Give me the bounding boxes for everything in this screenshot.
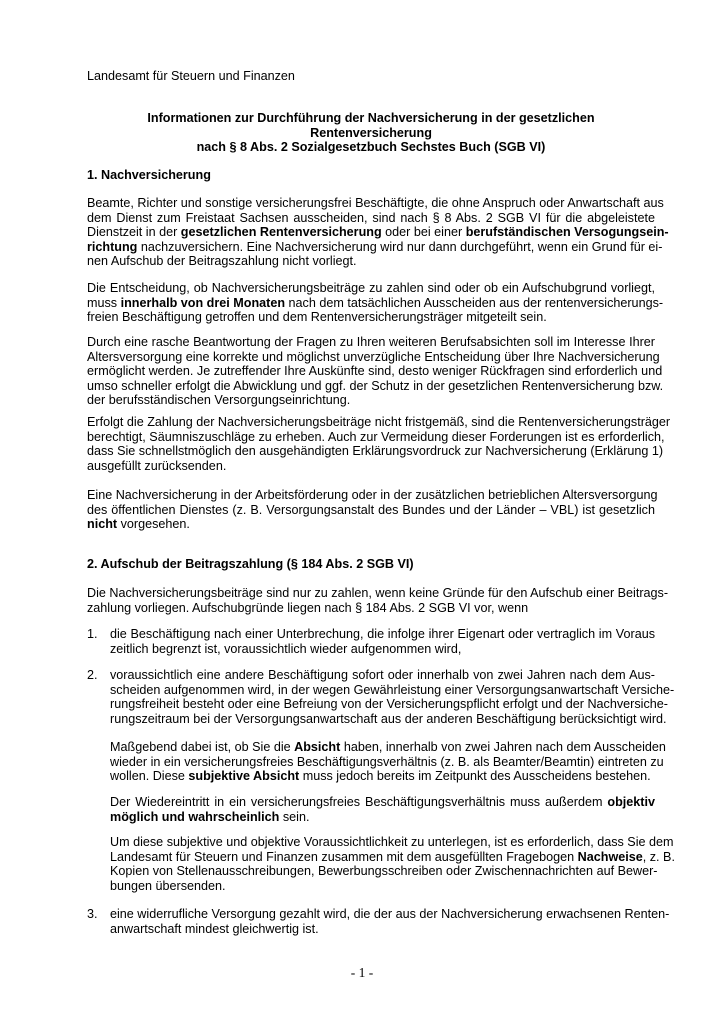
section-1-heading: 1. Nachversicherung: [87, 168, 211, 182]
emphasis: objektiv: [607, 795, 655, 809]
emphasis: nicht: [87, 517, 118, 532]
text-line: Kopien von Stellenausschreibungen, Bewerbungsschreiben oder Zwischennachrichten auf Bewer-: [110, 864, 658, 879]
text-line: Der Wiedereintritt in ein versicherungsfreies Beschäftigungsverhältnis muss außerdem objektiv: [110, 795, 655, 809]
list-item-2-subparagraph-2: [110, 795, 655, 824]
list-item-2-subparagraph-3: [110, 835, 675, 893]
emphasis: Absicht: [294, 740, 341, 754]
text-line: Landesamt für Steuern und Finanzen zusammen mit dem ausgefüllten Fragebogen Nachweise, z. B.: [110, 849, 675, 864]
text-line: Beamte, Richter und sonstige versicherungsfrei Beschäftigte, die ohne Anspruch oder Anwartschaft aus: [87, 196, 664, 210]
text-line: rungszeitraum bei der Versorgungsanwartschaft aus der anderen Beschäftigung berücksichtigt wird.: [110, 711, 667, 726]
text-line: rungsfreiheit besteht oder eine Befreiung von der Versicherungspflicht erfolgt und der Nachversiche-: [110, 697, 668, 712]
text-line: berechtigt, Säumniszuschläge zu erheben. Auch zur Vermeidung dieser Forderungen ist es erforderlich,: [87, 429, 665, 444]
text-line: scheiden aufgenommen wird, in der wegen Gewährleistung einer Versorgungsanwartschaft Versiche-: [110, 682, 675, 697]
text-line: wollen. Diese subjektive Absicht muss jedoch bereits im Zeitpunkt des Ausscheidens bestehen.: [110, 769, 651, 784]
section-2-heading: 2. Aufschub der Beitragszahlung (§ 184 Abs. 2 SGB VI): [87, 557, 414, 571]
text-line: voraussichtlich eine andere Beschäftigung sofort oder innerhalb von zwei Jahren nach dem Aus-: [110, 668, 655, 682]
emphasis: richtung: [87, 239, 138, 254]
list-number-1: 1.: [87, 627, 98, 641]
text-line: dass Sie schnellstmöglich den ausgehändigten Erklärungsvordruck zur Nachversicherung (Erklärung 1): [87, 444, 664, 459]
text-line: anwartschaft mindest gleichwertig ist.: [110, 921, 319, 936]
section-1-paragraph-5: [87, 488, 658, 532]
list-number-2: 2.: [87, 668, 98, 682]
emphasis: Nachweise: [577, 849, 643, 864]
text-line: Um diese subjektive und objektive Voraussichtlichkeit zu unterlegen, ist es erforderlich, dass Sie dem: [110, 835, 674, 849]
text-line: die Beschäftigung nach einer Unterbrechung, die infolge ihrer Eigenart oder vertraglich im Voraus: [110, 627, 655, 641]
text-line: möglich und wahrscheinlich sein.: [110, 809, 310, 824]
text-line: Die Entscheidung, ob Nachversicherungsbeiträge zu zahlen sind oder ob ein Aufschubgrund vorliegt,: [87, 281, 655, 295]
text-line: bungen übersenden.: [110, 878, 226, 893]
document-title: [87, 111, 655, 155]
text-line: Maßgebend dabei ist, ob Sie die Absicht haben, innerhalb von zwei Jahren nach dem Ausscheiden: [110, 740, 666, 754]
list-item-2: [110, 668, 675, 726]
text-line: Durch eine rasche Beantwortung der Fragen zu Ihren weiteren Berufsabsichten soll im Interesse Ihrer: [87, 335, 655, 349]
text-line: muss innerhalb von drei Monaten nach dem tatsächlichen Ausscheiden aus der rentenversicherungs-: [87, 295, 664, 310]
title-line-2: nach § 8 Abs. 2 Sozialgesetzbuch Sechstes Buch (SGB VI): [196, 140, 546, 155]
authority-name: Landesamt für Steuern und Finanzen: [87, 69, 295, 83]
emphasis: innerhalb von drei Monaten: [120, 295, 286, 310]
text-line: ausgefüllt zurücksenden.: [87, 458, 227, 473]
text-line: ermöglicht werden. Je zutreffender Ihre Auskünfte sind, desto weniger Rückfragen sind erforderlich und: [87, 364, 663, 379]
emphasis: möglich und wahrscheinlich: [110, 809, 280, 824]
text-line: Dienstzeit in der gesetzlichen Rentenversicherung oder bei einer berufständischen Versogungsein-: [87, 225, 669, 240]
text-line: Erfolgt die Zahlung der Nachversicherungsbeiträge nicht fristgemäß, sind die Rentenversicherungsträger: [87, 415, 671, 429]
section-1-paragraph-3: [87, 335, 664, 408]
title-line-1: Informationen zur Durchführung der Nachversicherung in der gesetzlichen Rentenversicherung: [147, 111, 595, 140]
emphasis: subjektive Absicht: [188, 769, 300, 784]
text-line: Altersversorgung eine korrekte und möglichst unverzügliche Entscheidung über Ihre Nachversicherung: [87, 349, 660, 364]
section-2-intro: [87, 586, 669, 615]
text-line: wieder in ein versicherungsfreies Beschäftigungsverhältnis (z. B. als Beamter/Beamtin) eintreten zu: [110, 754, 664, 769]
emphasis: berufständischen Versogungsein-: [465, 225, 669, 240]
text-line: umso schneller erfolgt die Abwicklung und ggf. der Schutz in der gesetzlichen Rentenversicherung bzw.: [87, 378, 664, 393]
text-line: nicht vorgesehen.: [87, 517, 190, 532]
text-line: Die Nachversicherungsbeiträge sind nur zu zahlen, wenn keine Gründe für den Aufschub einer Beitrags-: [87, 586, 669, 600]
section-1-paragraph-1: [87, 196, 669, 269]
text-line: richtung nachzuversichern. Eine Nachversicherung wird nur dann durchgeführt, wenn ein Grund für ei-: [87, 239, 663, 254]
emphasis: gesetzlichen Rentenversicherung: [180, 225, 382, 240]
text-line: zeitlich begrenzt ist, voraussichtlich wieder aufgenommen wird,: [110, 641, 462, 656]
page-number: - 1 -: [350, 965, 374, 980]
text-line: zahlung vorliegen. Aufschubgründe liegen nach § 184 Abs. 2 SGB VI vor, wenn: [87, 600, 529, 615]
list-item-3: [110, 907, 670, 936]
text-line: eine widerrufliche Versorgung gezahlt wird, die der aus der Nachversicherung erwachsenen Renten-: [110, 907, 670, 921]
text-line: nen Aufschub der Beitragszahlung nicht vorliegt.: [87, 254, 357, 269]
section-1-paragraph-4: [87, 415, 671, 473]
text-line: der berufsständischen Versorgungseinrichtung.: [87, 393, 351, 408]
text-line: freien Beschäftigung getroffen und dem Rentenversicherungsträger mitgeteilt sein.: [87, 310, 547, 325]
list-number-3: 3.: [87, 907, 98, 921]
list-item-1: [110, 627, 655, 656]
list-item-2-subparagraph-1: [110, 740, 666, 784]
section-1-paragraph-2: [87, 281, 664, 325]
text-line: des öffentlichen Dienstes (z. B. Versorgungsanstalt des Bundes und der Länder – VBL) ist gesetzlich: [87, 502, 655, 517]
text-line: Eine Nachversicherung in der Arbeitsförderung oder in der zusätzlichen betrieblichen Altersversorgung: [87, 488, 658, 502]
text-line: dem Dienst zum Freistaat Sachsen ausscheiden, sind nach § 8 Abs. 2 SGB VI für die abgeleistete: [87, 210, 655, 225]
